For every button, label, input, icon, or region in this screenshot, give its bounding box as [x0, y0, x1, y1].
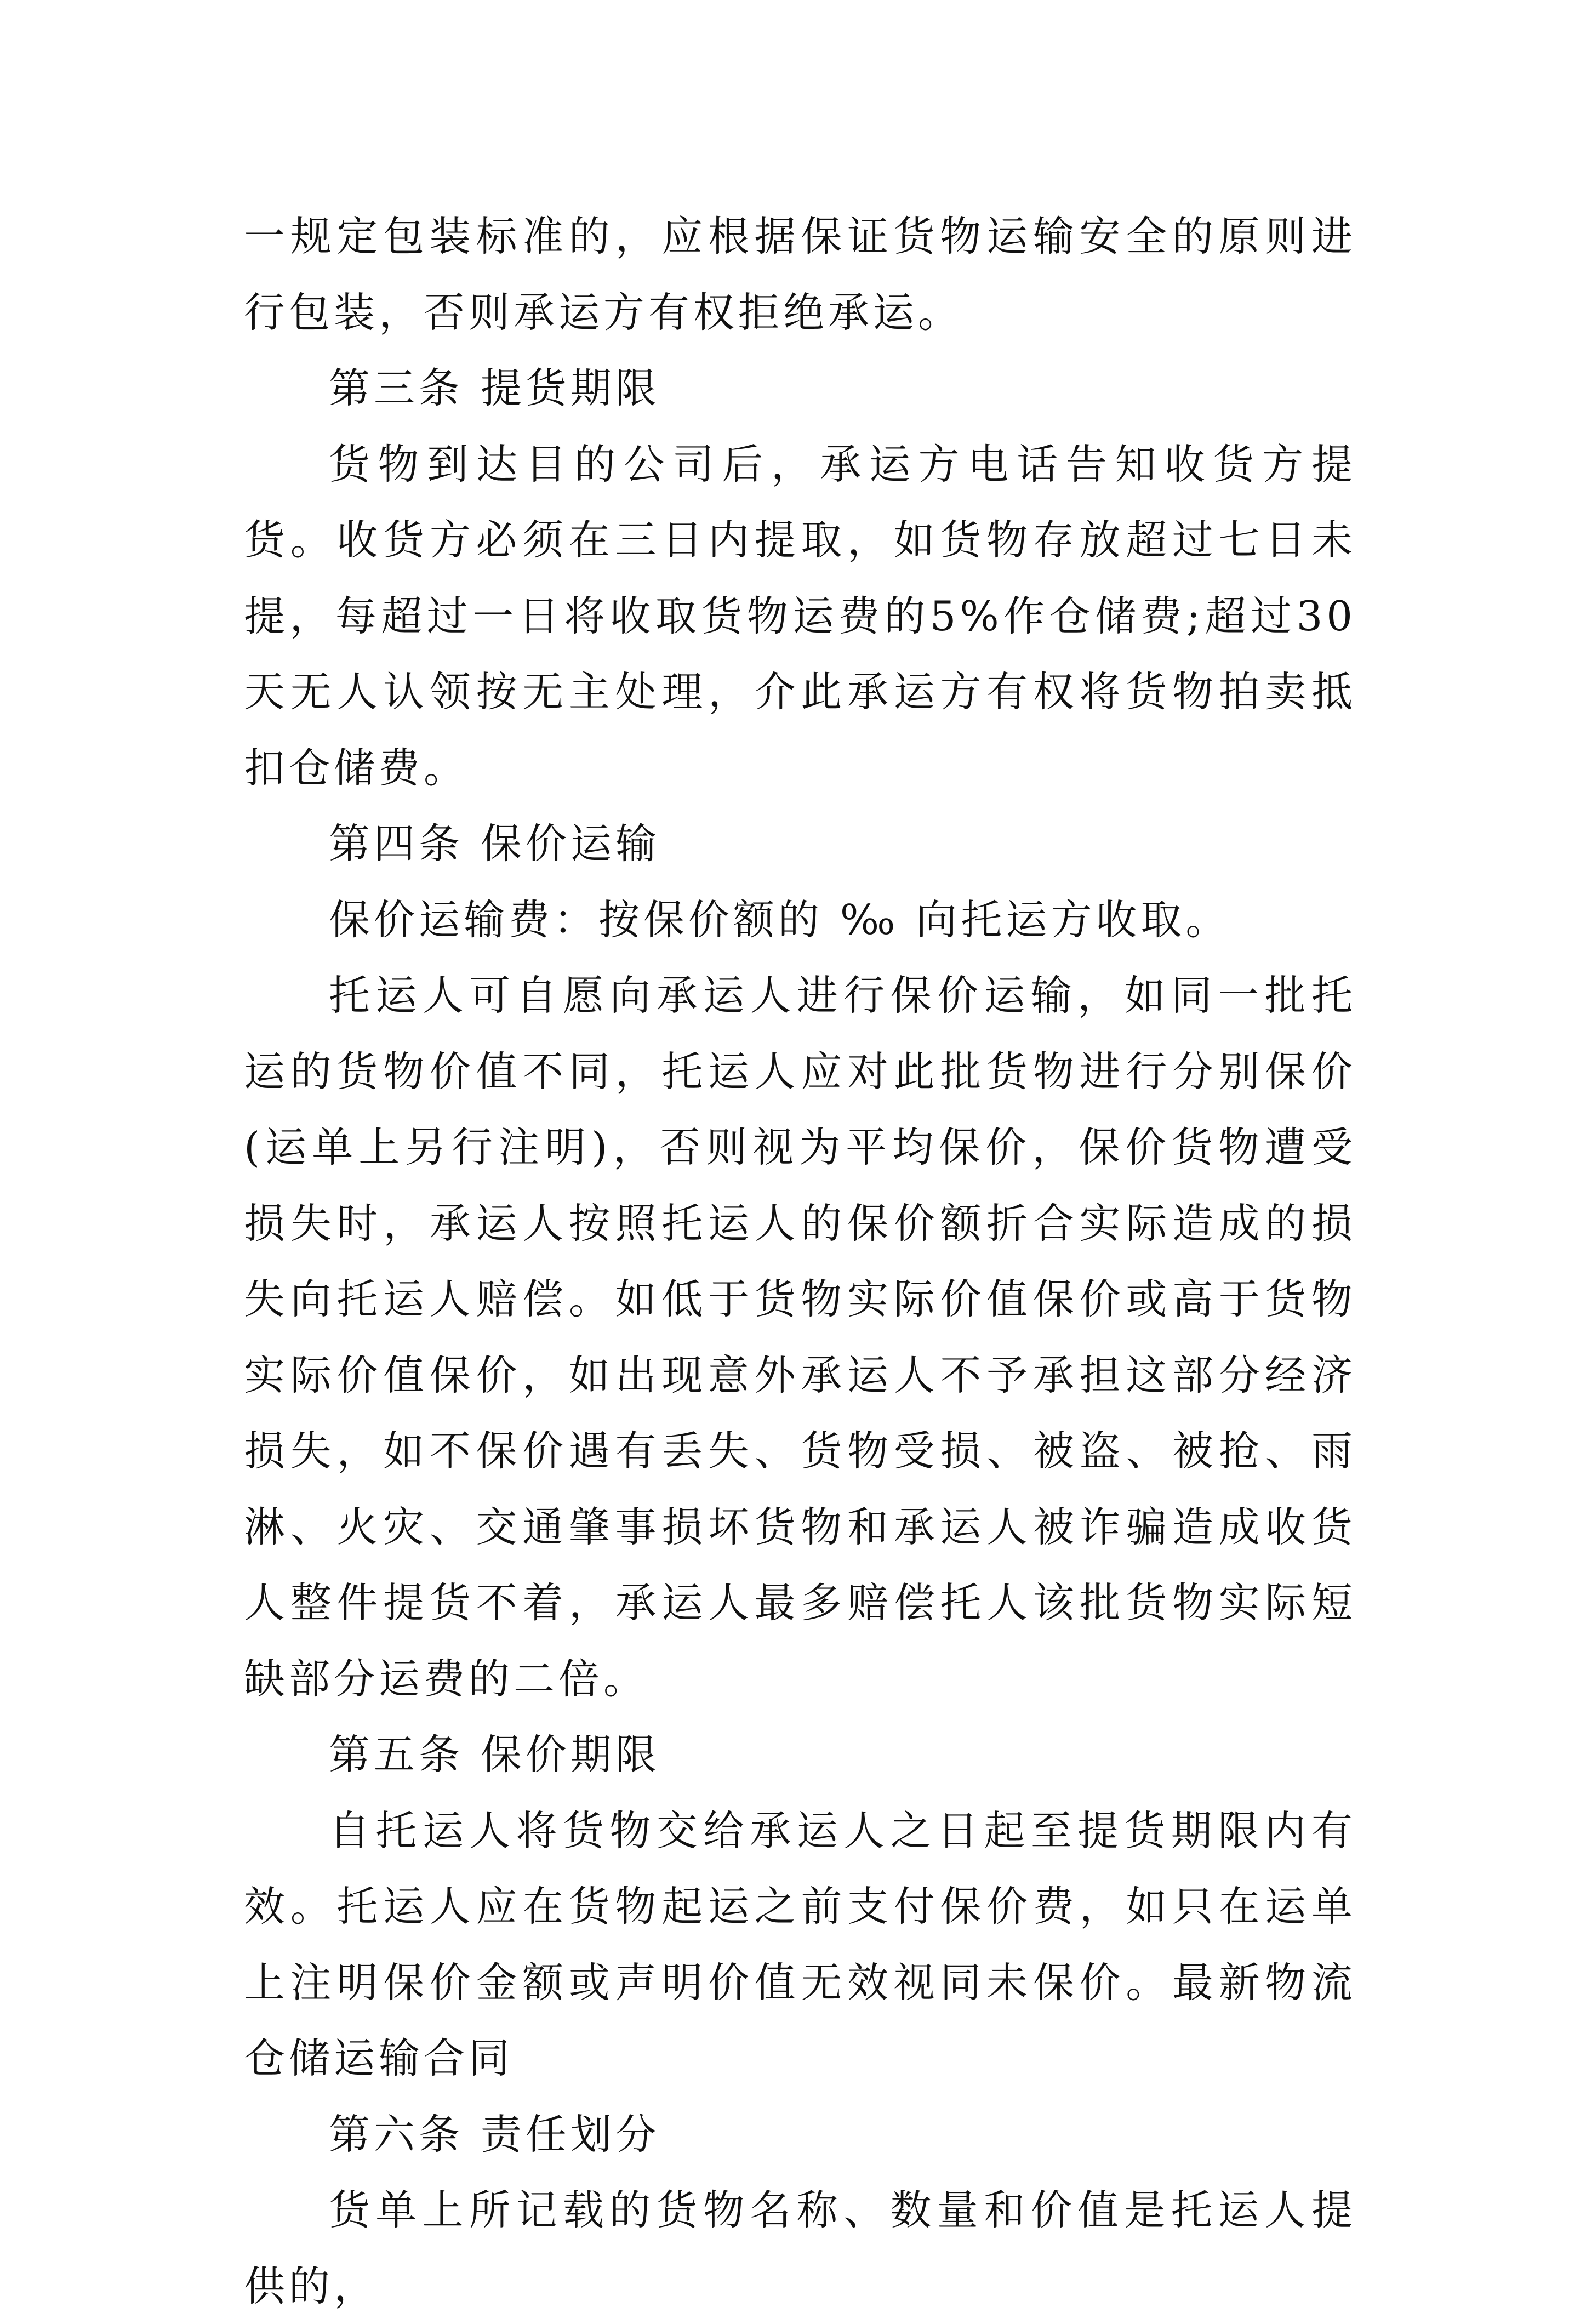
paragraph-insured-transport: 托运人可自愿向承运人进行保价运输，如同一批托运的货物价值不同，托运人应对此批货物进行分别保价(运单上另行注明)，否则视为平均保价，保价货物遭受损失时，承运人按照托运人的保价额折合实际造成的损失向托运人赔偿。如低于货物实际价值保价或高于货物实际价值保价，如出现意外承运人不予承担这部分经济损失，如不保价遇有丢失、货物受损、被盗、被抢、雨淋、火灾、交通肇事损坏货物和承运人被诈骗造成收货人整件提货不着，承运人最多赔偿托人该批货物实际短缺部分运费的二倍。 — [244, 971, 1356, 1703]
paragraph-liability: 货单上所记载的货物名称、数量和价值是托运人提供的， — [244, 2186, 1356, 2310]
paragraph-packaging-continued: 一规定包装标准的，应根据保证货物运输安全的原则进行包装，否则承运方有权拒绝承运。 — [244, 212, 1356, 337]
heading-article-4: 第四条 保价运输 — [329, 819, 660, 868]
document-body — [244, 198, 1356, 2324]
heading-article-3: 第三条 提货期限 — [329, 364, 660, 412]
heading-article-5: 第五条 保价期限 — [329, 1730, 660, 1779]
paragraph-insurance-fee: 保价运输费：按保价额的 ‰ 向托运方收取。 — [329, 895, 1231, 944]
paragraph-insurance-period: 自托运人将货物交给承运人之日起至提货期限内有效。托运人应在货物起运之前支付保价费，如只在运单上注明保价金额或声明价值无效视同未保价。最新物流仓储运输合同 — [244, 1806, 1356, 2082]
heading-article-6: 第六条 责任划分 — [329, 2110, 660, 2158]
paragraph-pickup-deadline: 货物到达目的公司后，承运方电话告知收货方提货。收货方必须在三日内提取，如货物存放超过七日未提，每超过一日将收取货物运费的5%作仓储费;超过30天无人认领按无主处理，介此承运方有权将货物拍卖抵扣仓储费。 — [244, 440, 1356, 792]
